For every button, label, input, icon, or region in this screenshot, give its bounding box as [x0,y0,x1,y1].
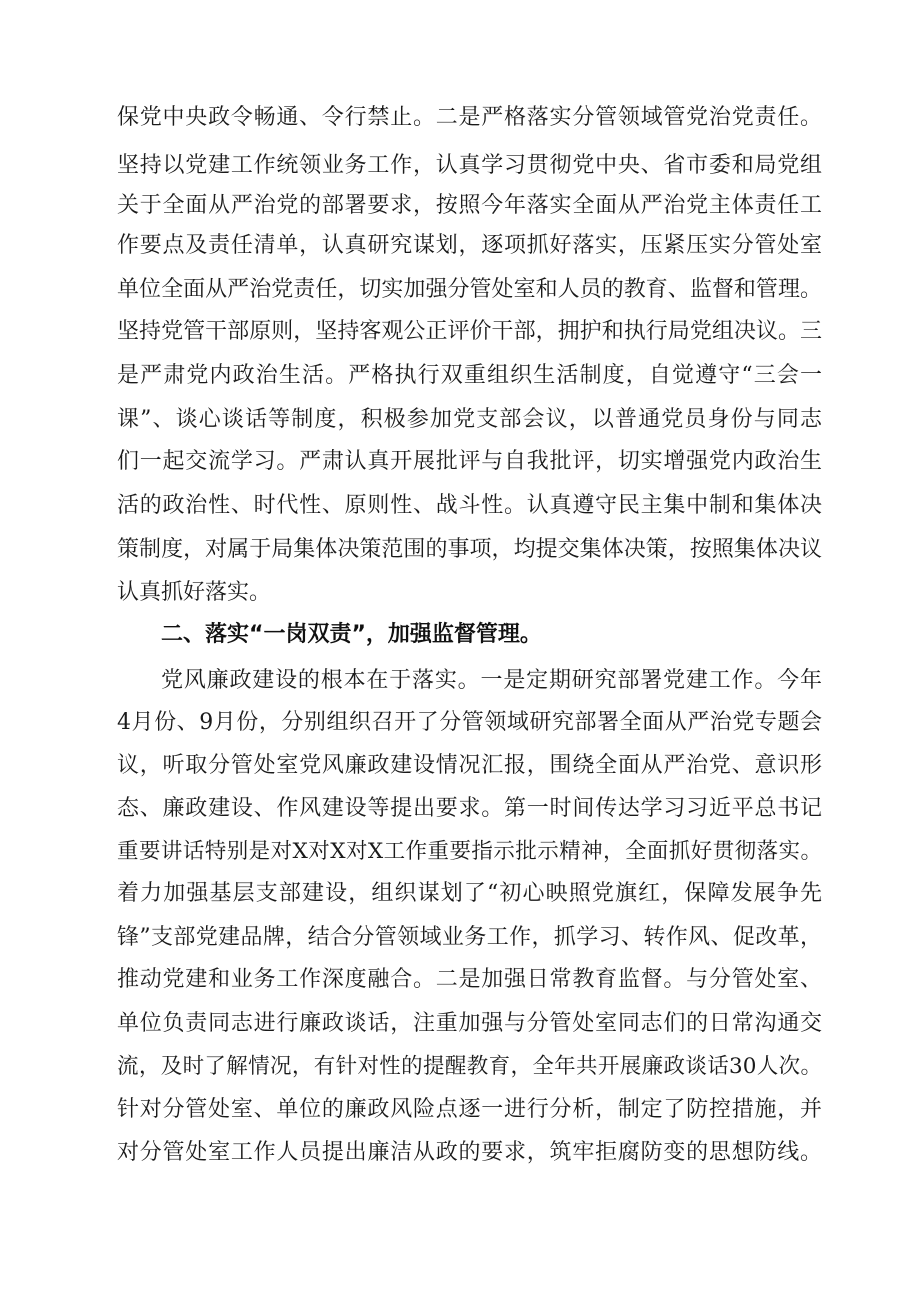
paragraph-line: 对分管处室工作人员提出廉洁从政的要求，筑牢拒腐防变的思想防线。 [117,1140,822,1165]
paragraph-line: 着力加强基层支部建设，组织谋划了“初心映照党旗红，保障发展争先 [117,881,822,906]
paragraph-line: 态、廉政建设、作风建设等提出要求。第一时间传达学习习近平总书记 [117,796,822,821]
paragraph-line: 作要点及责任清单，认真研究谋划，逐项抓好落实，压紧压实分管处室 [117,233,822,258]
paragraph-line: 推动党建和业务工作深度融合。二是加强日常教育监督。与分管处室、 [117,967,822,992]
paragraph-line: 课”、谈心谈话等制度，积极参加党支部会议，以普通党员身份与同志 [117,407,822,432]
paragraph-line: 重要讲话特别是对X对X对X工作重要指示批示精神，全面抓好贯彻落实。 [117,839,822,864]
paragraph-line: 单位负责同志进行廉政谈话，注重加强与分管处室同志们的日常沟通交 [117,1011,822,1036]
paragraph-line: 议，听取分管处室党风廉政建设情况汇报，围绕全面从严治党、意识形 [117,753,822,778]
paragraph-line: 是严肃党内政治生活。严格执行双重组织生活制度，自觉遵守“三会一 [117,363,822,388]
paragraph-line: 认真抓好落实。 [117,580,272,605]
paragraph-line: 党风廉政建设的根本在于落实。一是定期研究部署党建工作。今年 [161,668,822,693]
paragraph-line: 们一起交流学习。严肃认真开展批评与自我批评，切实增强党内政治生 [117,449,822,474]
paragraph-line: 4月份、9月份，分别组织召开了分管领域研究部署全面从严治党专题会 [117,710,822,735]
paragraph-line: 坚持党管干部原则，坚持客观公正评价干部，拥护和执行局党组决议。三 [117,319,822,344]
paragraph-line: 流，及时了解情况，有针对性的提醒教育，全年共开展廉政谈话30人次。 [117,1054,822,1079]
paragraph-line: 坚持以党建工作统领业务工作，认真学习贯彻党中央、省市委和局党组 [117,153,822,178]
paragraph-line: 针对分管处室、单位的廉政风险点逐一进行分析，制定了防控措施，并 [117,1097,822,1122]
paragraph-line: 保党中央政令畅通、令行禁止。二是严格落实分管领域管党治党责任。 [117,105,822,130]
paragraph-line: 活的政治性、时代性、原则性、战斗性。认真遵守民主集中制和集体决 [117,493,822,518]
paragraph-line: 策制度，对属于局集体决策范围的事项，均提交集体决策，按照集体决议 [117,537,822,562]
paragraph-line: 单位全面从严治党责任，切实加强分管处室和人员的教育、监督和管理。 [117,277,822,302]
section-heading: 二、落实“一岗双责”，加强监督管理。 [161,622,542,647]
paragraph-line: 锋”支部党建品牌，结合分管领域业务工作，抓学习、转作风、促改革， [117,925,822,950]
paragraph-line: 关于全面从严治党的部署要求，按照今年落实全面从严治党主体责任工 [117,193,822,218]
